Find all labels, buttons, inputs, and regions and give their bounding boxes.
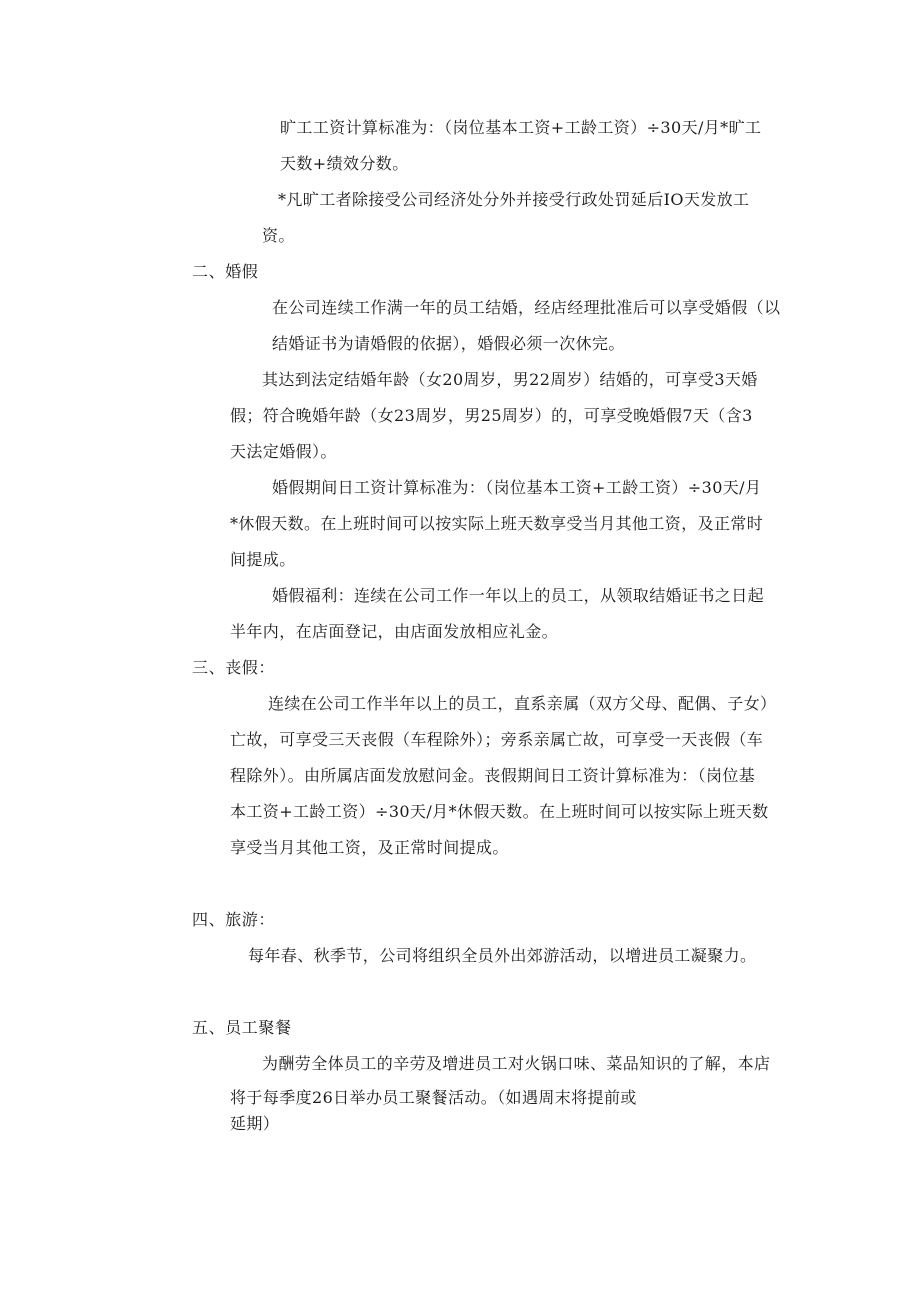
marriage-leave-benefit-line-1: 婚假福利：连续在公司工作一年以上的员工，从领取结婚证书之日起	[272, 586, 765, 605]
staff-dinner-line-1: 为酬劳全体员工的辛劳及增进员工对火锅口味、菜品知识的了解，本店	[262, 1054, 771, 1073]
marriage-leave-paragraph-2-line-3: 天法定婚假）。	[230, 442, 337, 461]
section-heading-travel: 四、旅游：	[192, 910, 276, 929]
absence-pay-formula-line-2: 天数+绩效分数。	[280, 154, 409, 173]
bereavement-leave-line-1: 连续在公司工作半年以上的员工，直系亲属（双方父母、配偶、子女）	[268, 694, 777, 713]
marriage-leave-paragraph-2-line-2: 假；符合晚婚年龄（女23周岁，男25周岁）的，可享受晚婚假7天（含3	[230, 406, 753, 425]
travel-paragraph-line-1: 每年春、秋季节，公司将组织全员外出郊游活动，以增进员工凝聚力。	[248, 946, 757, 965]
absence-penalty-note-line-1: *凡旷工者除接受公司经济处分外并接受行政处罚延后IO天发放工	[278, 190, 750, 209]
absence-penalty-note-line-2: 资。	[262, 226, 295, 245]
section-heading-bereavement-leave: 三、丧假：	[192, 658, 276, 677]
marriage-leave-pay-line-2: *休假天数。在上班时间可以按实际上班天数享受当月其他工资，及正常时	[230, 514, 764, 533]
bereavement-leave-line-3: 程除外）。由所属店面发放慰问金。丧假期间日工资计算标准为：（岗位基	[230, 766, 756, 785]
marriage-leave-pay-line-3: 间提成。	[230, 550, 296, 569]
section-heading-marriage-leave: 二、婚假	[192, 262, 259, 281]
marriage-leave-benefit-line-2: 半年内，在店面登记，由店面发放相应礼金。	[230, 622, 559, 641]
staff-dinner-line-2: 将于每季度26日举办员工聚餐活动。（如遇周末将提前或	[230, 1088, 637, 1107]
bereavement-leave-line-5: 享受当月其他工资，及正常时间提成。	[230, 838, 509, 857]
bereavement-leave-line-4: 本工资+工龄工资）÷30天/月*休假天数。在上班时间可以按实际上班天数	[230, 802, 769, 821]
staff-dinner-line-3: 延期）	[230, 1114, 280, 1133]
absence-pay-formula-line-1: 旷工工资计算标准为：（岗位基本工资+工龄工资）÷30天/月*旷工	[280, 118, 762, 137]
marriage-leave-paragraph-2-line-1: 其达到法定结婚年龄（女20周岁，男22周岁）结婚的，可享受3天婚	[262, 370, 758, 389]
marriage-leave-paragraph-1-line-2: 结婚证书为请婚假的依据），婚假必须一次休完。	[272, 334, 625, 353]
marriage-leave-paragraph-1-line-1: 在公司连续工作满一年的员工结婚，经店经理批准后可以享受婚假（以	[272, 298, 781, 317]
marriage-leave-pay-line-1: 婚假期间日工资计算标准为：（岗位基本工资+工龄工资）÷30天/月	[272, 478, 762, 497]
bereavement-leave-line-2: 亡故，可享受三天丧假（车程除外）；旁系亲属亡故，可享受一天丧假（车	[230, 730, 764, 749]
section-heading-staff-dinner: 五、员工聚餐	[192, 1018, 292, 1037]
